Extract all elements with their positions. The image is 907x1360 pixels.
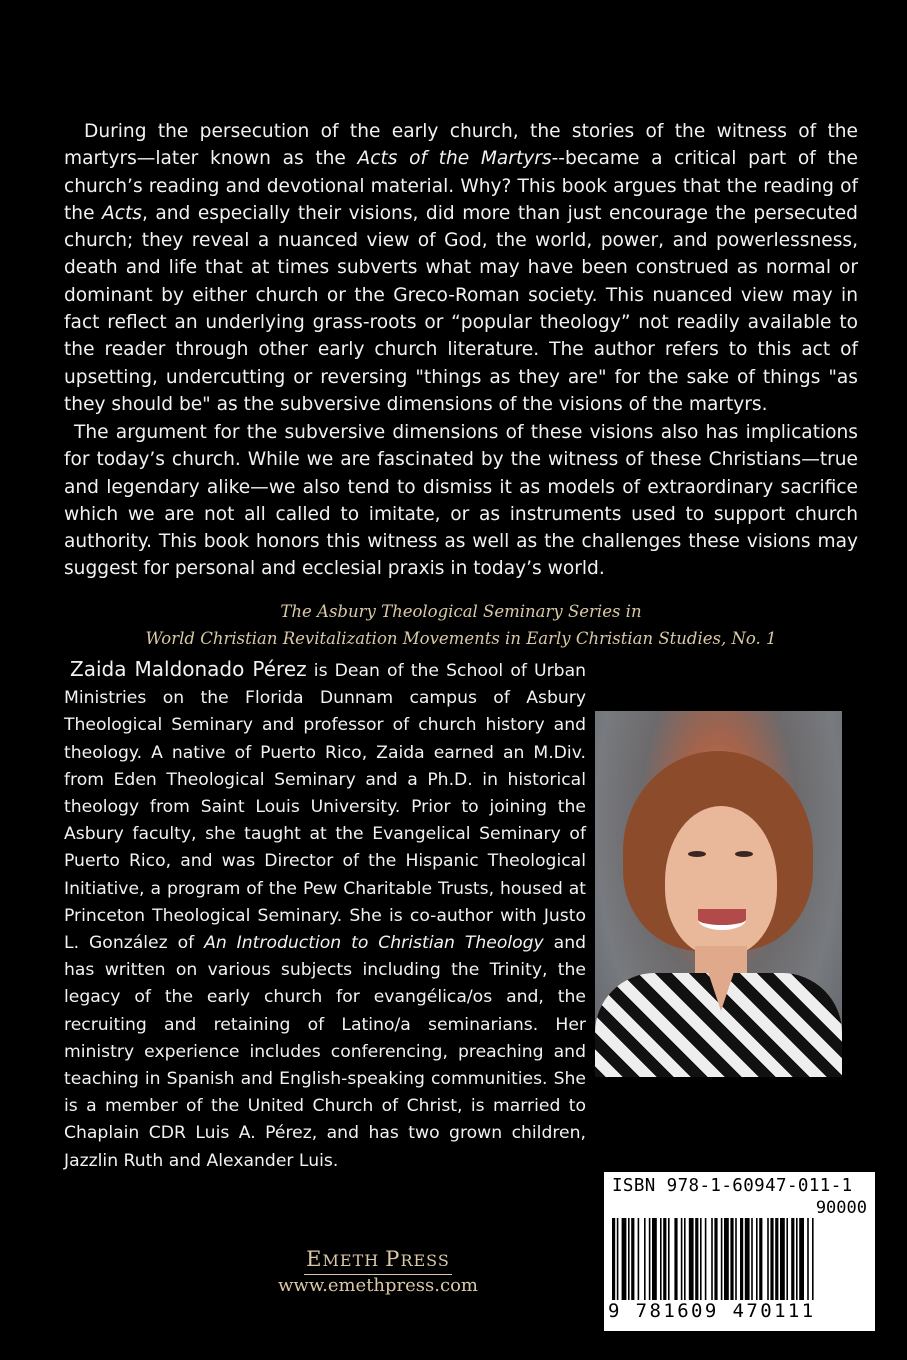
book-title-reference: Acts of the Martyrs <box>357 148 552 170</box>
description-paragraph-1 <box>64 118 858 418</box>
barcode-bar <box>730 1218 733 1300</box>
barcode-bar <box>791 1218 794 1300</box>
barcode-bar <box>740 1218 743 1300</box>
isbn-barcode <box>604 1172 875 1331</box>
barcode-bar <box>745 1218 750 1300</box>
publisher-name-part: METH <box>322 1251 386 1270</box>
barcode-bar <box>663 1218 666 1300</box>
photo-eye <box>735 851 753 857</box>
coauthored-book-title: An Introduction to Christian Theology <box>204 933 544 954</box>
barcode-bar <box>700 1218 702 1300</box>
publisher-name-part: RESS <box>400 1251 450 1270</box>
author-bio <box>64 656 586 1175</box>
barcode-bar <box>644 1218 646 1300</box>
barcode-bar <box>767 1218 769 1300</box>
description-paragraph-2 <box>64 419 858 583</box>
description-text: During the persecution of the early church, the stories of the witness of the martyrs—later known as the <box>64 121 858 170</box>
barcode-bar <box>721 1218 723 1300</box>
barcode-bar <box>812 1218 814 1300</box>
photo-eye <box>688 851 706 857</box>
description-text: , and especially their visions, did more than just encourage the persecuted church; they reveal a nuanced view of God, the world, power, and powerlessness, death and life that at times subverts what may have been construed as normal or dominant by either church or the Greco-Roman society. This nuanced view may in fact reflect an underlying grass-roots or “popular theology” not readily available to the reader through other early church literature. The author refers to this act of upsetting, undercutting or reversing "things as they are" for the sake of things "as they should be" as the subversive dimensions of the visions of the martyrs. <box>64 202 858 415</box>
barcode-bar <box>631 1218 634 1300</box>
barcode-bar <box>622 1218 627 1300</box>
publisher-url[interactable]: www.emethpress.com <box>278 1275 478 1296</box>
barcode-bar <box>684 1218 686 1300</box>
photo-face <box>665 806 777 956</box>
description-text: The argument for the subversive dimensions of these visions also has implications for today’s church. While we are fascinated by the witness of these Christians—true and legendary alike—we also tend to dismiss it as models of extraordinary sacrifice which we are not all called to imitate, or as instruments used to support church authority. This book honors this witness as well as the challenges these visions may suggest for personal and ecclesial praxis in today’s world. <box>64 422 858 580</box>
barcode-bar <box>807 1218 809 1300</box>
barcode-bar <box>714 1218 717 1300</box>
barcode-bars <box>612 1218 867 1300</box>
price-code: 90000 <box>815 1198 867 1218</box>
author-photo <box>595 711 842 1077</box>
barcode-bar <box>660 1218 662 1300</box>
barcode-bar <box>780 1218 785 1300</box>
barcode-bar <box>649 1218 651 1300</box>
photo-smile <box>698 909 746 930</box>
isbn-number: ISBN 978-1-60947-011-1 <box>612 1176 853 1196</box>
photo-collar <box>707 969 735 1011</box>
bio-text: and has written on various subjects including the Trinity, the legacy of the early church for evangélica/os and, the recruiting and retaining of Latino/a seminarians. Her ministry experience includes conferencing, preaching and teaching in Spanish and English-speaking communities. She is a member of the United Church of Christ, is married to Chaplain CDR Luis A. Pérez, and has two grown children, Jazzlin Ruth and Alexander Luis. <box>64 933 586 1171</box>
series-line: World Christian Revitalization Movements in Early Christian Studies, No. 1 <box>145 629 777 648</box>
barcode-bar <box>711 1218 713 1300</box>
barcode-bar <box>628 1218 630 1300</box>
barcode-bar <box>735 1218 737 1300</box>
barcode-bar <box>799 1218 804 1300</box>
barcode-bar <box>617 1218 619 1300</box>
barcode-bar <box>612 1218 615 1300</box>
barcode-bar <box>775 1218 778 1300</box>
barcode-bar <box>681 1218 683 1300</box>
barcode-bar <box>756 1218 758 1300</box>
publisher-name <box>304 1246 452 1275</box>
bio-text: is Dean of the School of Urban Ministries on the Florida Dunnam campus of Asbury Theological Seminary and professor of church history and theology. A native of Puerto Rico, Zaida earned an M.Div. from Eden Theological Seminary and a Ph.D. in historical theology from Saint Louis University. Prior to joining the Asbury faculty, she taught at the Evangelical Seminary of Puerto Rico, and was Director of the Hispanic Theological Initiative, a program of the Pew Charitable Trusts, housed at Princeton Theological Seminary. She is co-author with Justo L. González of <box>64 661 587 954</box>
author-name: Zaida Maldonado Pérez <box>70 657 307 681</box>
barcode-bar <box>689 1218 694 1300</box>
barcode-bar <box>638 1218 640 1300</box>
barcode-bar <box>668 1218 670 1300</box>
barcode-bar <box>770 1218 773 1300</box>
barcode-bar <box>759 1218 762 1300</box>
description-text: --became a critical part of the church’s reading and devotional material. Why? This book argues that the reading of the <box>64 148 858 224</box>
barcode-bar <box>786 1218 788 1300</box>
publisher-name-part: E <box>306 1247 323 1271</box>
barcode-bar <box>695 1218 698 1300</box>
publisher-name-part: P <box>385 1247 401 1271</box>
barcode-bar <box>652 1218 657 1300</box>
barcode-digits: 9 781609 470111 <box>608 1300 816 1322</box>
series-note <box>64 598 858 652</box>
acts-reference: Acts <box>102 202 142 224</box>
barcode-bar <box>796 1218 798 1300</box>
publisher-imprint <box>268 1246 488 1297</box>
barcode-bar <box>674 1218 677 1300</box>
series-line: The Asbury Theological Seminary Series in <box>280 602 642 621</box>
barcode-bar <box>724 1218 729 1300</box>
barcode-bar <box>751 1218 753 1300</box>
barcode-bar <box>705 1218 707 1300</box>
